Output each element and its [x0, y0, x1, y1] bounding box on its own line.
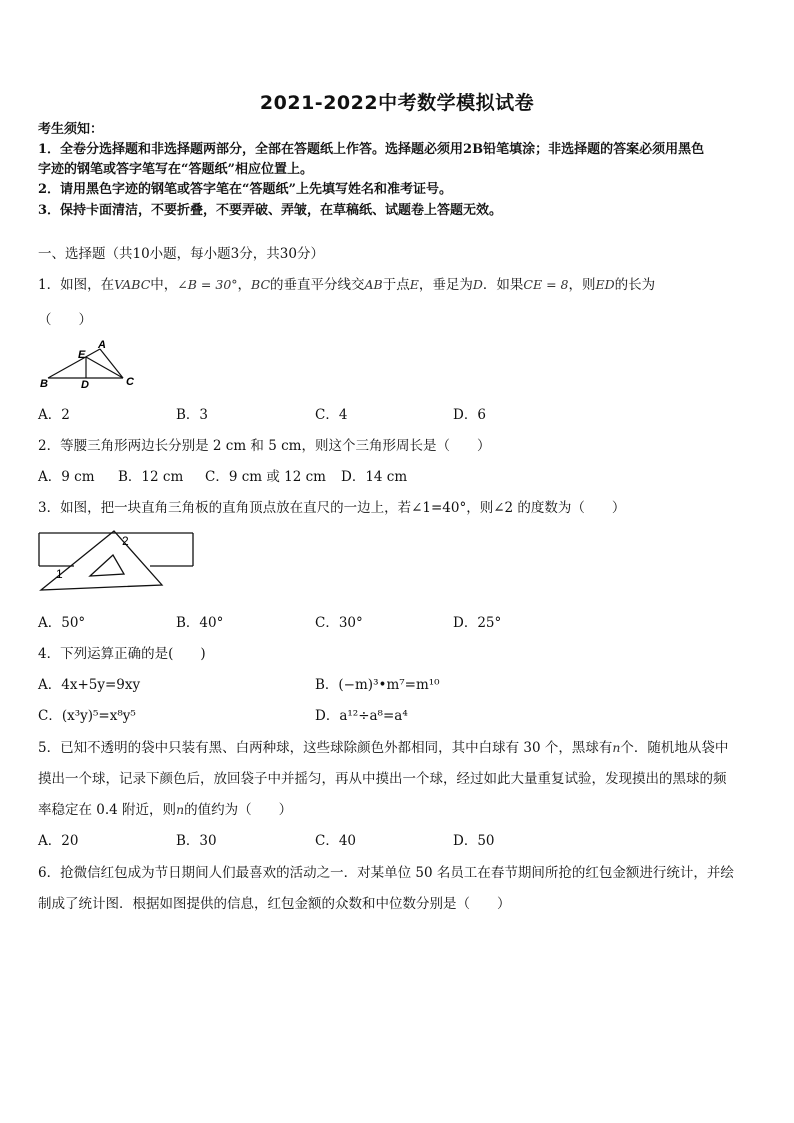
question-5-line-3: 率稳定在 0.4 附近，则n的值约为（ ） — [38, 802, 293, 818]
fig1-label-b: B — [40, 378, 48, 390]
question-6-line-1: 6．抢微信红包成为节日期间人们最喜欢的活动之一．对某单位 50 名员工在春节期间所抢的红包金额进行统计，并绘 — [38, 865, 734, 881]
q3-option-d: D．25° — [453, 615, 502, 631]
q3-option-a: A．50° — [38, 615, 86, 631]
fig1-label-d: D — [81, 379, 89, 390]
question-3-figure — [36, 528, 198, 600]
section-heading: 一、选择题（共10小题，每小题3分，共30分） — [38, 246, 324, 262]
q3-option-c: C．30° — [315, 615, 363, 631]
q5-option-d: D．50 — [453, 833, 495, 849]
question-2-text: 2．等腰三角形两边长分别是 2 cm 和 5 cm，则这个三角形周长是（ ） — [38, 438, 491, 454]
q2-option-a: A．9 cm — [38, 469, 95, 485]
q3-option-b: B．40° — [176, 615, 224, 631]
q2-option-d: D．14 cm — [341, 469, 408, 485]
q2-option-c: C．9 cm 或 12 cm — [205, 469, 326, 485]
question-6-line-2: 制成了统计图．根据如图提供的信息，红包金额的众数和中位数分别是（ ） — [38, 896, 511, 912]
fig1-label-e: E — [78, 349, 86, 361]
q4-option-d: D．a¹²÷a⁸=a⁴ — [315, 708, 408, 724]
q1-option-d: D．6 — [453, 407, 486, 423]
question-1-text: 1．如图，在VABC中，∠B = 30°，BC的垂直平分线交AB于点E，垂足为D．如果CE = 8，则ED的长为 — [38, 277, 656, 293]
notice-heading: 考生须知： — [38, 122, 104, 137]
q5-option-c: C．40 — [315, 833, 357, 849]
page-title: 2021-2022中考数学模拟试卷 — [259, 92, 535, 114]
notice-line-1: 1．全卷分选择题和非选择题两部分，全部在答题纸上作答。选择题必须用2B铅笔填涂；非选择题的答案必须用黑色 — [38, 142, 705, 157]
question-3-text: 3．如图，把一块直角三角板的直角顶点放在直尺的一边上，若∠1=40°，则∠2 的度数为（ ） — [38, 500, 626, 516]
fig3-label-2: 2 — [122, 534, 129, 548]
q4-option-c: C．(x³y)⁵=x⁸y⁵ — [38, 708, 136, 724]
notice-line-4: 3．保持卡面清洁，不要折叠，不要弄破、弄皱，在草稿纸、试题卷上答题无效。 — [38, 203, 503, 218]
question-5-line-1: 5．已知不透明的袋中只装有黑、白两种球，这些球除颜色外都相同，其中白球有 30 个，黑球有n个．随机地从袋中 — [38, 740, 729, 756]
q4-option-a: A．4x+5y=9xy — [38, 677, 141, 693]
q1-option-c: C．4 — [315, 407, 348, 423]
fig3-label-1: 1 — [56, 567, 63, 581]
q1-option-b: B．3 — [176, 407, 209, 423]
q1-option-a: A．2 — [38, 407, 70, 423]
question-1-figure — [38, 338, 143, 390]
q5-option-b: B．30 — [176, 833, 217, 849]
notice-line-3: 2．请用黑色字迹的钢笔或答字笔在“答题纸”上先填写姓名和准考证号。 — [38, 182, 453, 197]
notice-line-2: 字迹的钢笔或答字笔写在“答题纸”相应位置上。 — [38, 162, 313, 177]
fig1-label-a: A — [98, 339, 106, 351]
question-1-paren: （ ） — [38, 312, 92, 328]
q2-option-b: B．12 cm — [118, 469, 184, 485]
question-5-line-2: 摸出一个球，记录下颜色后，放回袋子中并摇匀，再从中摸出一个球，经过如此大量重复试验，发现摸出的黑球的频 — [38, 771, 727, 787]
fig1-label-c: C — [126, 376, 134, 388]
question-4-text: 4．下列运算正确的是( ) — [38, 646, 206, 662]
q5-option-a: A．20 — [38, 833, 79, 849]
q4-option-b: B．(−m)³•m⁷=m¹⁰ — [315, 677, 440, 693]
